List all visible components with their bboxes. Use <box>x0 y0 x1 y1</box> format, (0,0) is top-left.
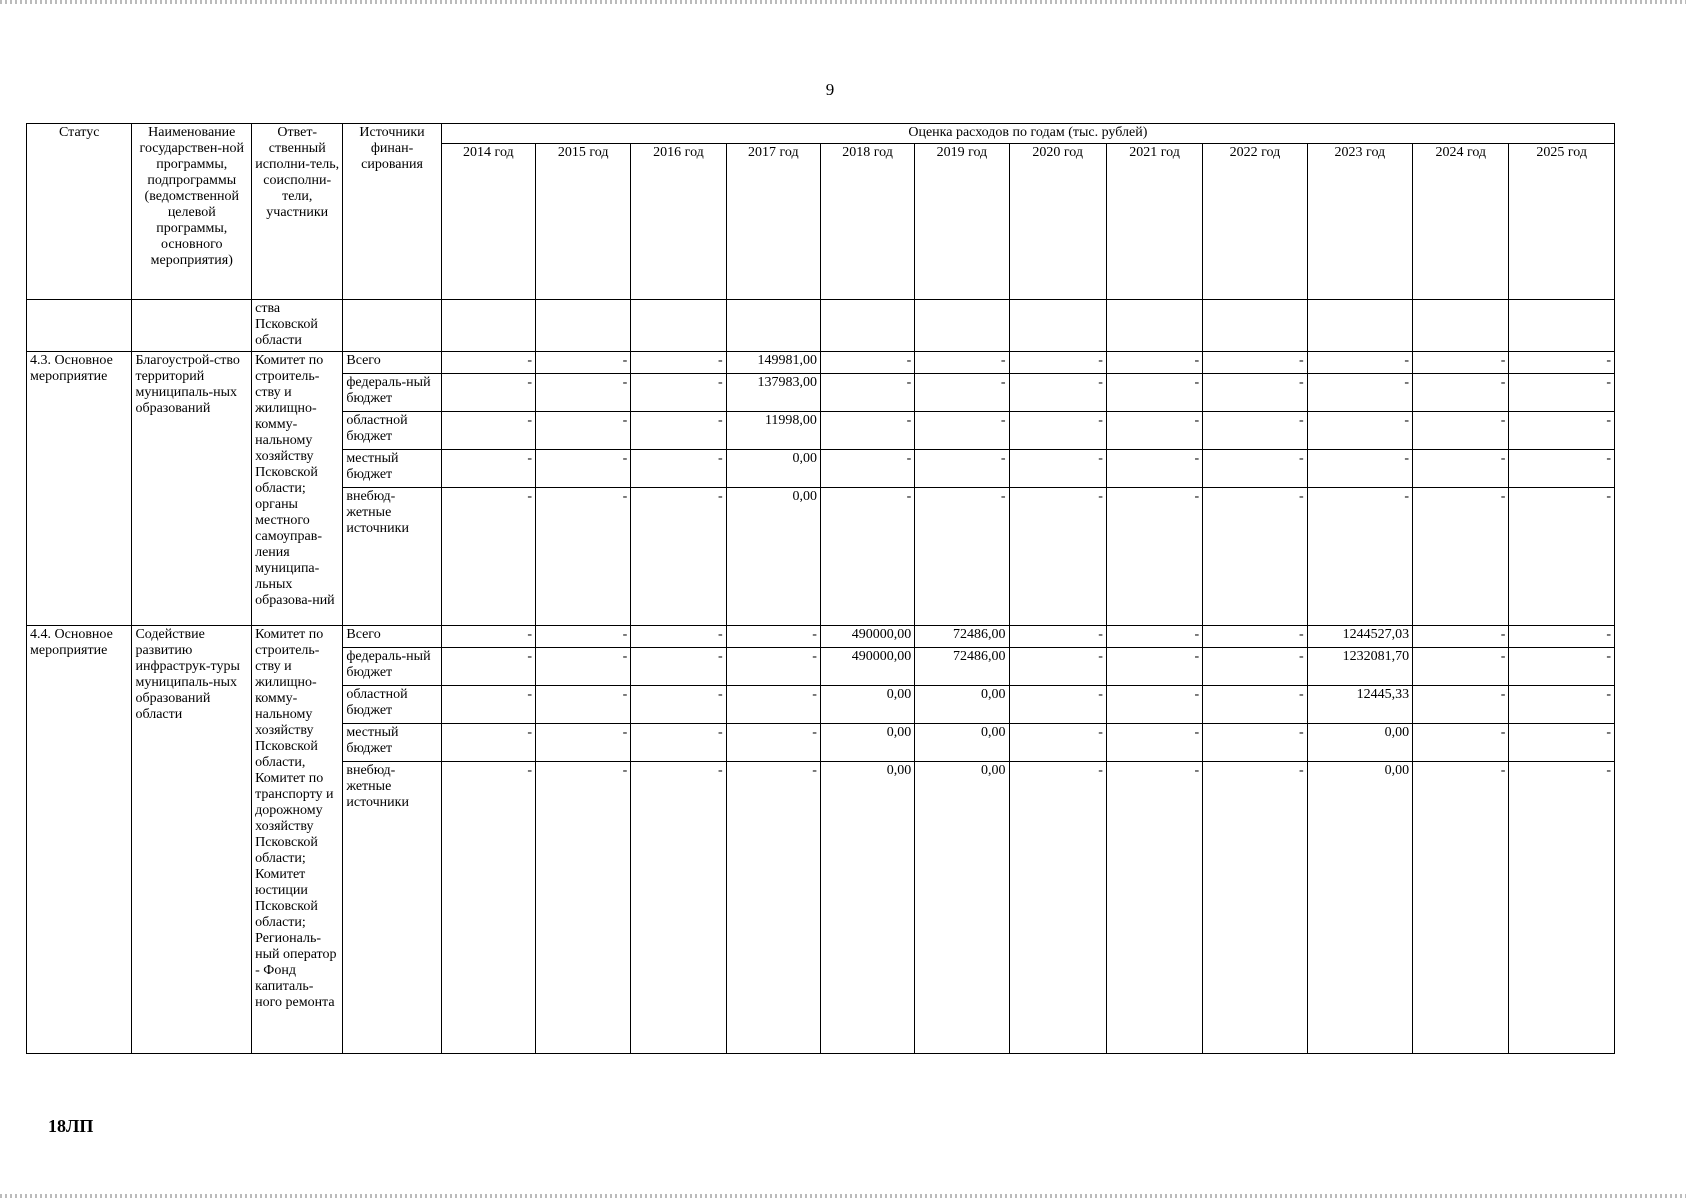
amount-cell: - <box>441 724 535 762</box>
header-year: 2015 год <box>536 144 631 300</box>
amount-cell: - <box>1106 352 1202 374</box>
amount-cell: - <box>915 488 1009 626</box>
amount-cell: - <box>631 648 726 686</box>
amount-cell: - <box>1009 724 1106 762</box>
funding-source: федераль-ный бюджет <box>343 648 441 686</box>
amount-cell: - <box>1106 488 1202 626</box>
funding-source: Всего <box>343 352 441 374</box>
amount-cell: - <box>820 352 914 374</box>
amount-cell: - <box>1203 450 1307 488</box>
amount-cell: - <box>1509 450 1615 488</box>
amount-cell: - <box>441 762 535 1054</box>
amount-cell: - <box>1106 686 1202 724</box>
amount-cell: - <box>1009 648 1106 686</box>
amount-cell: - <box>631 352 726 374</box>
amount-cell: 72486,00 <box>915 626 1009 648</box>
section-responsible: Комитет по строитель-ству и жилищно-комму-нальному хозяйству Псковской области, Комитет по транспорту и дорожному хозяйству Псковской области; Комитет юстиции Псковской области; Региональ-ный оператор - Фонд капиталь-ного ремонта <box>252 626 343 1054</box>
amount-cell: - <box>726 648 820 686</box>
amount-cell: - <box>441 374 535 412</box>
amount-cell: 137983,00 <box>726 374 820 412</box>
continuation-responsible: ства Псковской области <box>252 300 343 352</box>
amount-cell: - <box>1413 450 1509 488</box>
amount-cell: - <box>631 412 726 450</box>
amount-cell: - <box>631 762 726 1054</box>
amount-cell: - <box>1009 450 1106 488</box>
funding-source: внебюд-жетные источники <box>343 488 441 626</box>
amount-cell: - <box>1203 724 1307 762</box>
amount-cell: - <box>1509 626 1615 648</box>
amount-cell: - <box>1106 724 1202 762</box>
amount-cell: 1232081,70 <box>1307 648 1412 686</box>
continuation-row <box>27 300 1615 352</box>
scan-edge-bottom <box>0 1194 1686 1198</box>
funding-source: местный бюджет <box>343 450 441 488</box>
funding-source: федераль-ный бюджет <box>343 374 441 412</box>
amount-cell: 0,00 <box>1307 762 1412 1054</box>
amount-cell: - <box>1509 648 1615 686</box>
amount-cell: - <box>441 488 535 626</box>
amount-cell: - <box>1509 488 1615 626</box>
section-responsible: Комитет по строитель-ству и жилищно-комму-нальному хозяйству Псковской области; органы местного самоуправ-ления муниципа-льных образова-ний <box>252 352 343 626</box>
amount-cell: - <box>631 450 726 488</box>
amount-cell: - <box>1203 686 1307 724</box>
header-year: 2025 год <box>1509 144 1615 300</box>
amount-cell: - <box>726 762 820 1054</box>
amount-cell: - <box>915 450 1009 488</box>
amount-cell: - <box>1203 412 1307 450</box>
amount-cell: - <box>1203 352 1307 374</box>
sections-body <box>27 352 1615 1054</box>
amount-cell: - <box>1509 352 1615 374</box>
amount-cell: - <box>1009 412 1106 450</box>
header-status: Статус <box>27 124 132 300</box>
funding-source: областной бюджет <box>343 412 441 450</box>
amount-cell: - <box>1413 724 1509 762</box>
amount-cell: - <box>1509 762 1615 1054</box>
scan-edge-top <box>0 0 1686 4</box>
section-status: 4.4. Основное мероприятие <box>27 626 132 1054</box>
amount-cell: - <box>1413 762 1509 1054</box>
amount-cell: - <box>536 488 631 626</box>
header-sources: Источники финан-сирования <box>343 124 441 300</box>
amount-cell: - <box>1413 488 1509 626</box>
amount-cell: - <box>441 450 535 488</box>
amount-cell: - <box>536 626 631 648</box>
amount-cell: - <box>1203 488 1307 626</box>
amount-cell: - <box>536 450 631 488</box>
amount-cell: 490000,00 <box>820 648 914 686</box>
amount-cell: 0,00 <box>1307 724 1412 762</box>
section-name: Содействие развитию инфраструк-туры муниципаль-ных образований области <box>132 626 252 1054</box>
amount-cell: - <box>1106 762 1202 1054</box>
header-year: 2023 год <box>1307 144 1412 300</box>
amount-cell: - <box>1203 626 1307 648</box>
amount-cell: 0,00 <box>820 724 914 762</box>
amount-cell: - <box>820 488 914 626</box>
amount-cell: - <box>1307 412 1412 450</box>
amount-cell: - <box>631 724 726 762</box>
amount-cell: - <box>1009 626 1106 648</box>
header-responsible: Ответ-ственный исполни-тель, соисполни-тели, участники <box>252 124 343 300</box>
amount-cell: - <box>1509 724 1615 762</box>
amount-cell: - <box>1413 412 1509 450</box>
amount-cell: - <box>1307 488 1412 626</box>
header-year: 2022 год <box>1203 144 1307 300</box>
amount-cell: 0,00 <box>915 724 1009 762</box>
page-number: 9 <box>825 80 835 99</box>
amount-cell: - <box>726 724 820 762</box>
amount-cell: 0,00 <box>820 762 914 1054</box>
amount-cell: - <box>536 762 631 1054</box>
funding-source: областной бюджет <box>343 686 441 724</box>
amount-cell: - <box>1106 648 1202 686</box>
amount-cell: - <box>1307 374 1412 412</box>
amount-cell: 0,00 <box>915 686 1009 724</box>
amount-cell: - <box>1413 374 1509 412</box>
amount-cell: - <box>1106 450 1202 488</box>
header-year: 2014 год <box>441 144 535 300</box>
amount-cell: - <box>536 352 631 374</box>
funding-source: внебюд-жетные источники <box>343 762 441 1054</box>
amount-cell: - <box>915 412 1009 450</box>
amount-cell: - <box>1509 374 1615 412</box>
amount-cell: 11998,00 <box>726 412 820 450</box>
amount-cell: - <box>1203 374 1307 412</box>
amount-cell: - <box>1106 626 1202 648</box>
amount-cell: 0,00 <box>820 686 914 724</box>
amount-cell: - <box>1009 686 1106 724</box>
amount-cell: - <box>631 488 726 626</box>
amount-cell: - <box>1009 352 1106 374</box>
header-year: 2024 год <box>1413 144 1509 300</box>
header-year: 2018 год <box>820 144 914 300</box>
amount-cell: - <box>536 374 631 412</box>
amount-cell: 0,00 <box>726 488 820 626</box>
amount-cell: - <box>1009 374 1106 412</box>
header-expenses: Оценка расходов по годам (тыс. рублей) <box>441 124 1614 144</box>
amount-cell: - <box>536 724 631 762</box>
amount-cell: - <box>1106 412 1202 450</box>
amount-cell: - <box>1009 488 1106 626</box>
funding-source: Всего <box>343 626 441 648</box>
amount-cell: - <box>915 352 1009 374</box>
amount-cell: 0,00 <box>726 450 820 488</box>
amount-cell: 0,00 <box>915 762 1009 1054</box>
amount-cell: - <box>1106 374 1202 412</box>
amount-cell: - <box>441 648 535 686</box>
amount-cell: - <box>1509 686 1615 724</box>
amount-cell: - <box>820 450 914 488</box>
amount-cell: 149981,00 <box>726 352 820 374</box>
header-year: 2017 год <box>726 144 820 300</box>
amount-cell: 72486,00 <box>915 648 1009 686</box>
amount-cell: 1244527,03 <box>1307 626 1412 648</box>
amount-cell: - <box>1203 648 1307 686</box>
amount-cell: - <box>1009 762 1106 1054</box>
amount-cell: - <box>1307 352 1412 374</box>
amount-cell: - <box>536 412 631 450</box>
amount-cell: - <box>1509 412 1615 450</box>
amount-cell: - <box>631 686 726 724</box>
header-year: 2019 год <box>915 144 1009 300</box>
amount-cell: - <box>1413 352 1509 374</box>
header-year: 2016 год <box>631 144 726 300</box>
section-row <box>27 626 1615 648</box>
amount-cell: - <box>726 686 820 724</box>
amount-cell: 12445,33 <box>1307 686 1412 724</box>
section-status: 4.3. Основное мероприятие <box>27 352 132 626</box>
amount-cell: - <box>536 648 631 686</box>
amount-cell: - <box>1413 686 1509 724</box>
amount-cell: - <box>820 374 914 412</box>
amount-cell: - <box>1203 762 1307 1054</box>
footer-code: 18ЛП <box>48 1116 94 1136</box>
section-name: Благоустрой-ство территорий муниципаль-ных образований <box>132 352 252 626</box>
amount-cell: - <box>820 412 914 450</box>
section-row <box>27 352 1615 374</box>
amount-cell: - <box>1413 626 1509 648</box>
header-year: 2020 год <box>1009 144 1106 300</box>
amount-cell: - <box>631 374 726 412</box>
funding-source: местный бюджет <box>343 724 441 762</box>
budget-table <box>26 123 1615 1054</box>
header-year: 2021 год <box>1106 144 1202 300</box>
amount-cell: - <box>441 626 535 648</box>
amount-cell: - <box>1413 648 1509 686</box>
amount-cell: - <box>631 626 726 648</box>
amount-cell: - <box>441 686 535 724</box>
amount-cell: - <box>915 374 1009 412</box>
amount-cell: 490000,00 <box>820 626 914 648</box>
amount-cell: - <box>1307 450 1412 488</box>
header-program-name: Наименование государствен-ной программы, подпрограммы (ведомственной целевой программы, основного мероприятия) <box>132 124 252 300</box>
amount-cell: - <box>441 412 535 450</box>
amount-cell: - <box>536 686 631 724</box>
amount-cell: - <box>726 626 820 648</box>
amount-cell: - <box>441 352 535 374</box>
